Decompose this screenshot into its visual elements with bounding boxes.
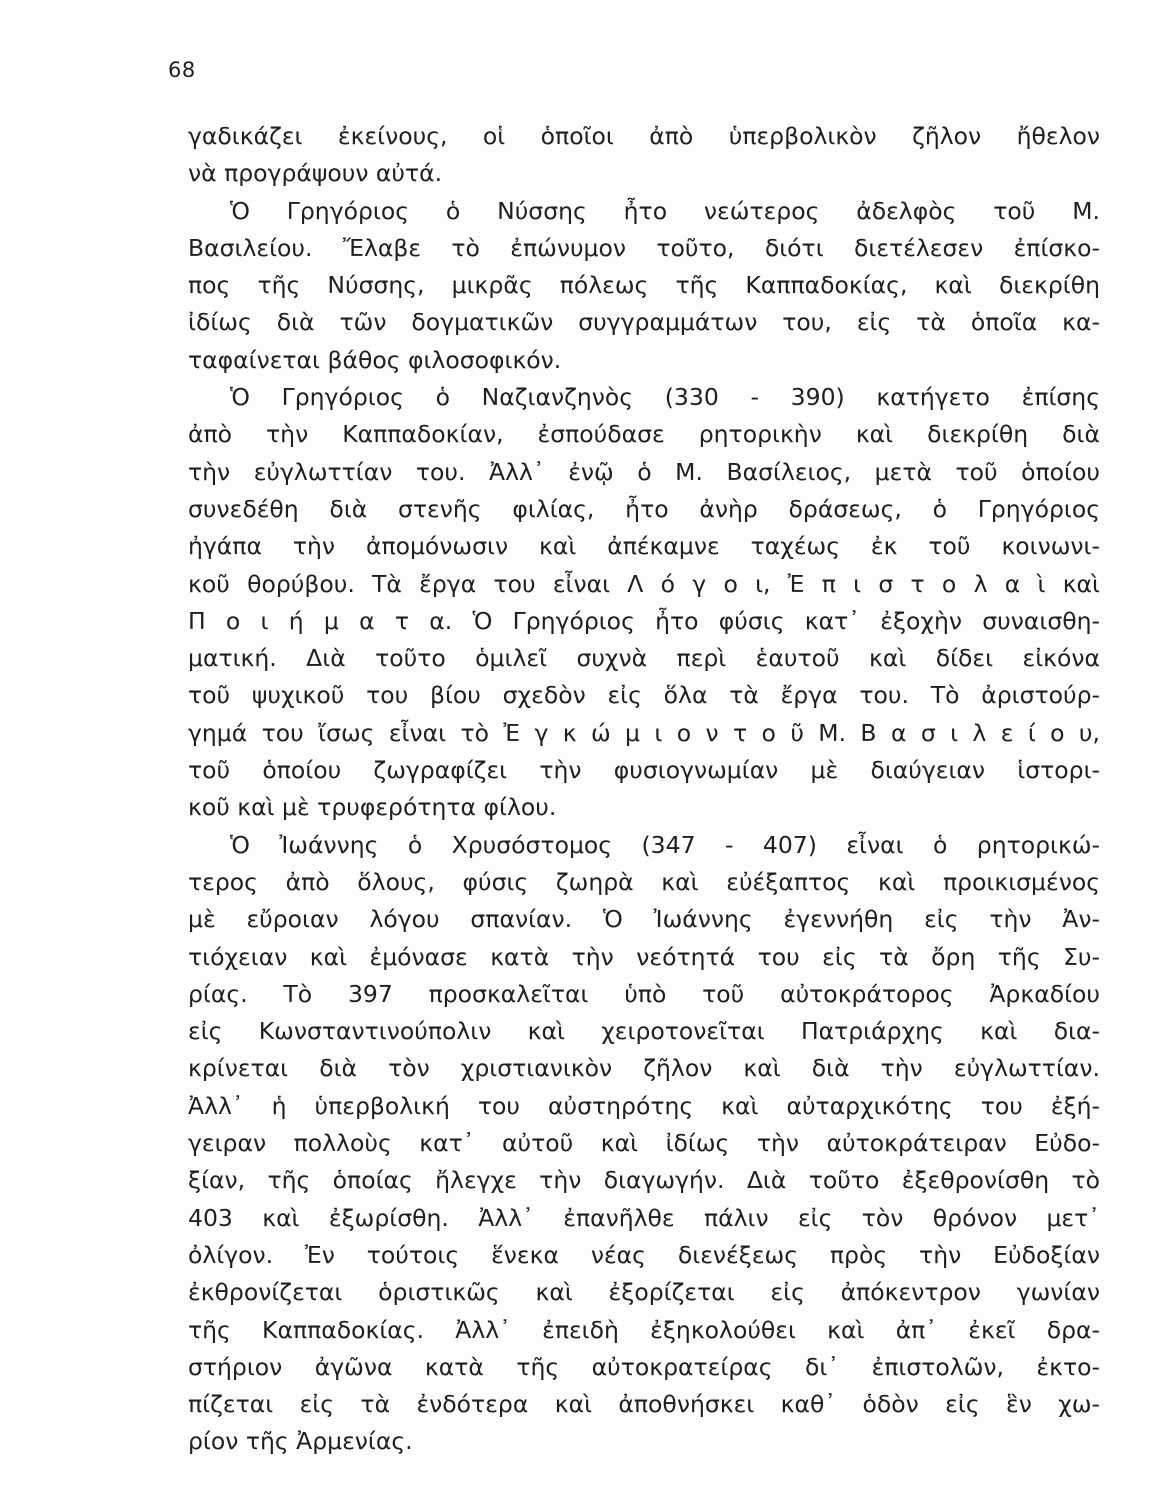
text-line: Ὁ Ἰωάννης ὁ Χρυσόστομος (347 - 407) εἶναι ὁ ρητορικώ-	[230, 830, 1100, 859]
text-line: γαδικάζει ἐκείνους, οἱ ὁποῖοι ἀπὸ ὑπερβολικὸν ζῆλον ἤθελον	[188, 122, 1100, 150]
text-line: ξίαν, τῆς ὁποίας ἤλεγχε τὴν διαγωγήν. Διὰ τοῦτο ἐξεθρονίσθη τὸ	[188, 1166, 1100, 1195]
text-line: κοῦ καὶ μὲ τρυφερότητα φίλου.	[188, 793, 557, 822]
text-line: ταφαίνεται βάθος φιλοσοφικόν.	[188, 345, 562, 374]
text-line: γημά του ἴσως εἶναι τὸ Ἐ γ κ ώ μ ι ο ν τ ο ῦ Μ. Β α σ ι λ ε ί ο υ,	[188, 718, 1100, 747]
text-line: κοῦ θορύβου. Τὰ ἔργα του εἶναι Λ ό γ ο ι, Ἐ π ι σ τ ο λ α ὶ καὶ	[188, 569, 1100, 598]
text-line: τερος ἀπὸ ὅλους, φύσις ζωηρὰ καὶ εὐέξαπτος καὶ προικισμένος	[188, 867, 1100, 896]
text-line: νὰ προγράψουν αὐτά.	[188, 159, 443, 188]
text-line: ἰδίως διὰ τῶν δογματικῶν συγγραμμάτων του, εἰς τὰ ὁποῖα κα-	[188, 308, 1100, 337]
text-line: Ἀλλ᾽ ἡ ὑπερβολική του αὐστηρότης καὶ αὐταρχικότης του ἐξή-	[188, 1091, 1100, 1120]
text-line: πος τῆς Νύσσης, μικρᾶς πόλεως τῆς Καππαδοκίας, καὶ διεκρίθη	[188, 271, 1100, 300]
text-line: ἠγάπα τὴν ἀπομόνωσιν καὶ ἀπέκαμνε ταχέως ἐκ τοῦ κοινωνι-	[188, 532, 1100, 561]
text-line: στήριον ἀγῶνα κατὰ τῆς αὐτοκρατείρας δι᾽ ἐπιστολῶν, ἐκτο-	[188, 1352, 1100, 1381]
page-number: 68	[168, 58, 196, 82]
text-line: τῆς Καππαδοκίας. Ἀλλ᾽ ἐπειδὴ ἐξηκολούθει καὶ ἀπ᾽ ἐκεῖ δρα-	[188, 1315, 1100, 1344]
body-text	[188, 118, 1100, 1461]
text-line: μὲ εὔροιαν λόγου σπανίαν. Ὁ Ἰωάννης ἐγεννήθη εἰς τὴν Ἀν-	[188, 905, 1100, 934]
text-line: Ὁ Γρηγόριος ὁ Νύσσης ἦτο νεώτερος ἀδελφὸς τοῦ Μ.	[230, 196, 1100, 225]
text-line: τοῦ ψυχικοῦ του βίου σχεδὸν εἰς ὅλα τὰ ἔργα του. Τὸ ἀριστούρ-	[188, 681, 1100, 710]
text-line: ρίας. Τὸ 397 προσκαλεῖται ὑπὸ τοῦ αὐτοκράτορος Ἀρκαδίου	[188, 979, 1100, 1008]
text-line: Βασιλείου. Ἔλαβε τὸ ἐπώνυμον τοῦτο, διότι διετέλεσεν ἐπίσκο-	[188, 233, 1100, 262]
text-line: τὴν εὐγλωττίαν του. Ἀλλ᾽ ἐνῷ ὁ Μ. Βασίλειος, μετὰ τοῦ ὁποίου	[188, 457, 1100, 486]
text-line: κρίνεται διὰ τὸν χριστιανικὸν ζῆλον καὶ διὰ τὴν εὐγλωττίαν.	[188, 1054, 1100, 1083]
text-line: ἀπὸ τὴν Καππαδοκίαν, ἐσπούδασε ρητορικὴν καὶ διεκρίθη διὰ	[188, 420, 1100, 449]
text-line: Ὁ Γρηγόριος ὁ Ναζιανζηνὸς (330 - 390) κατήγετο ἐπίσης	[230, 383, 1100, 412]
text-line: εἰς Κωνσταντινούπολιν καὶ χειροτονεῖται Πατριάρχης καὶ δια-	[188, 1017, 1100, 1046]
text-line: 403 καὶ ἐξωρίσθη. Ἀλλ᾽ ἐπανῆλθε πάλιν εἰς τὸν θρόνον μετ᾽	[188, 1203, 1100, 1232]
text-line: Π ο ι ή μ α τ α. Ὁ Γρηγόριος ἦτο φύσις κατ᾽ ἐξοχὴν συναισθη-	[188, 606, 1100, 635]
text-line: γειραν πολλοὺς κατ᾽ αὐτοῦ καὶ ἰδίως τὴν αὐτοκράτειραν Εὐδο-	[188, 1129, 1100, 1158]
text-line: ρίον τῆς Ἀρμενίας.	[188, 1427, 413, 1456]
text-line: ἐκθρονίζεται ὁριστικῶς καὶ ἐξορίζεται εἰς ἀπόκεντρον γωνίαν	[188, 1278, 1100, 1307]
text-line: τιόχειαν καὶ ἐμόνασε κατὰ τὴν νεότητά του εἰς τὰ ὄρη τῆς Συ-	[188, 942, 1100, 971]
text-line: συνεδέθη διὰ στενῆς φιλίας, ἦτο ἀνὴρ δράσεως, ὁ Γρηγόριος	[188, 494, 1100, 523]
text-line: πίζεται εἰς τὰ ἐνδότερα καὶ ἀποθνήσκει καθ᾽ ὁδὸν εἰς ἓν χω-	[188, 1390, 1100, 1419]
text-line: ματική. Διὰ τοῦτο ὁμιλεῖ συχνὰ περὶ ἑαυτοῦ καὶ δίδει εἰκόνα	[188, 644, 1100, 673]
text-line: ὀλίγον. Ἐν τούτοις ἕνεκα νέας διενέξεως πρὸς τὴν Εὐδοξίαν	[188, 1240, 1100, 1269]
text-line: τοῦ ὁποίου ζωγραφίζει τὴν φυσιογνωμίαν μὲ διαύγειαν ἱστορι-	[188, 756, 1100, 785]
